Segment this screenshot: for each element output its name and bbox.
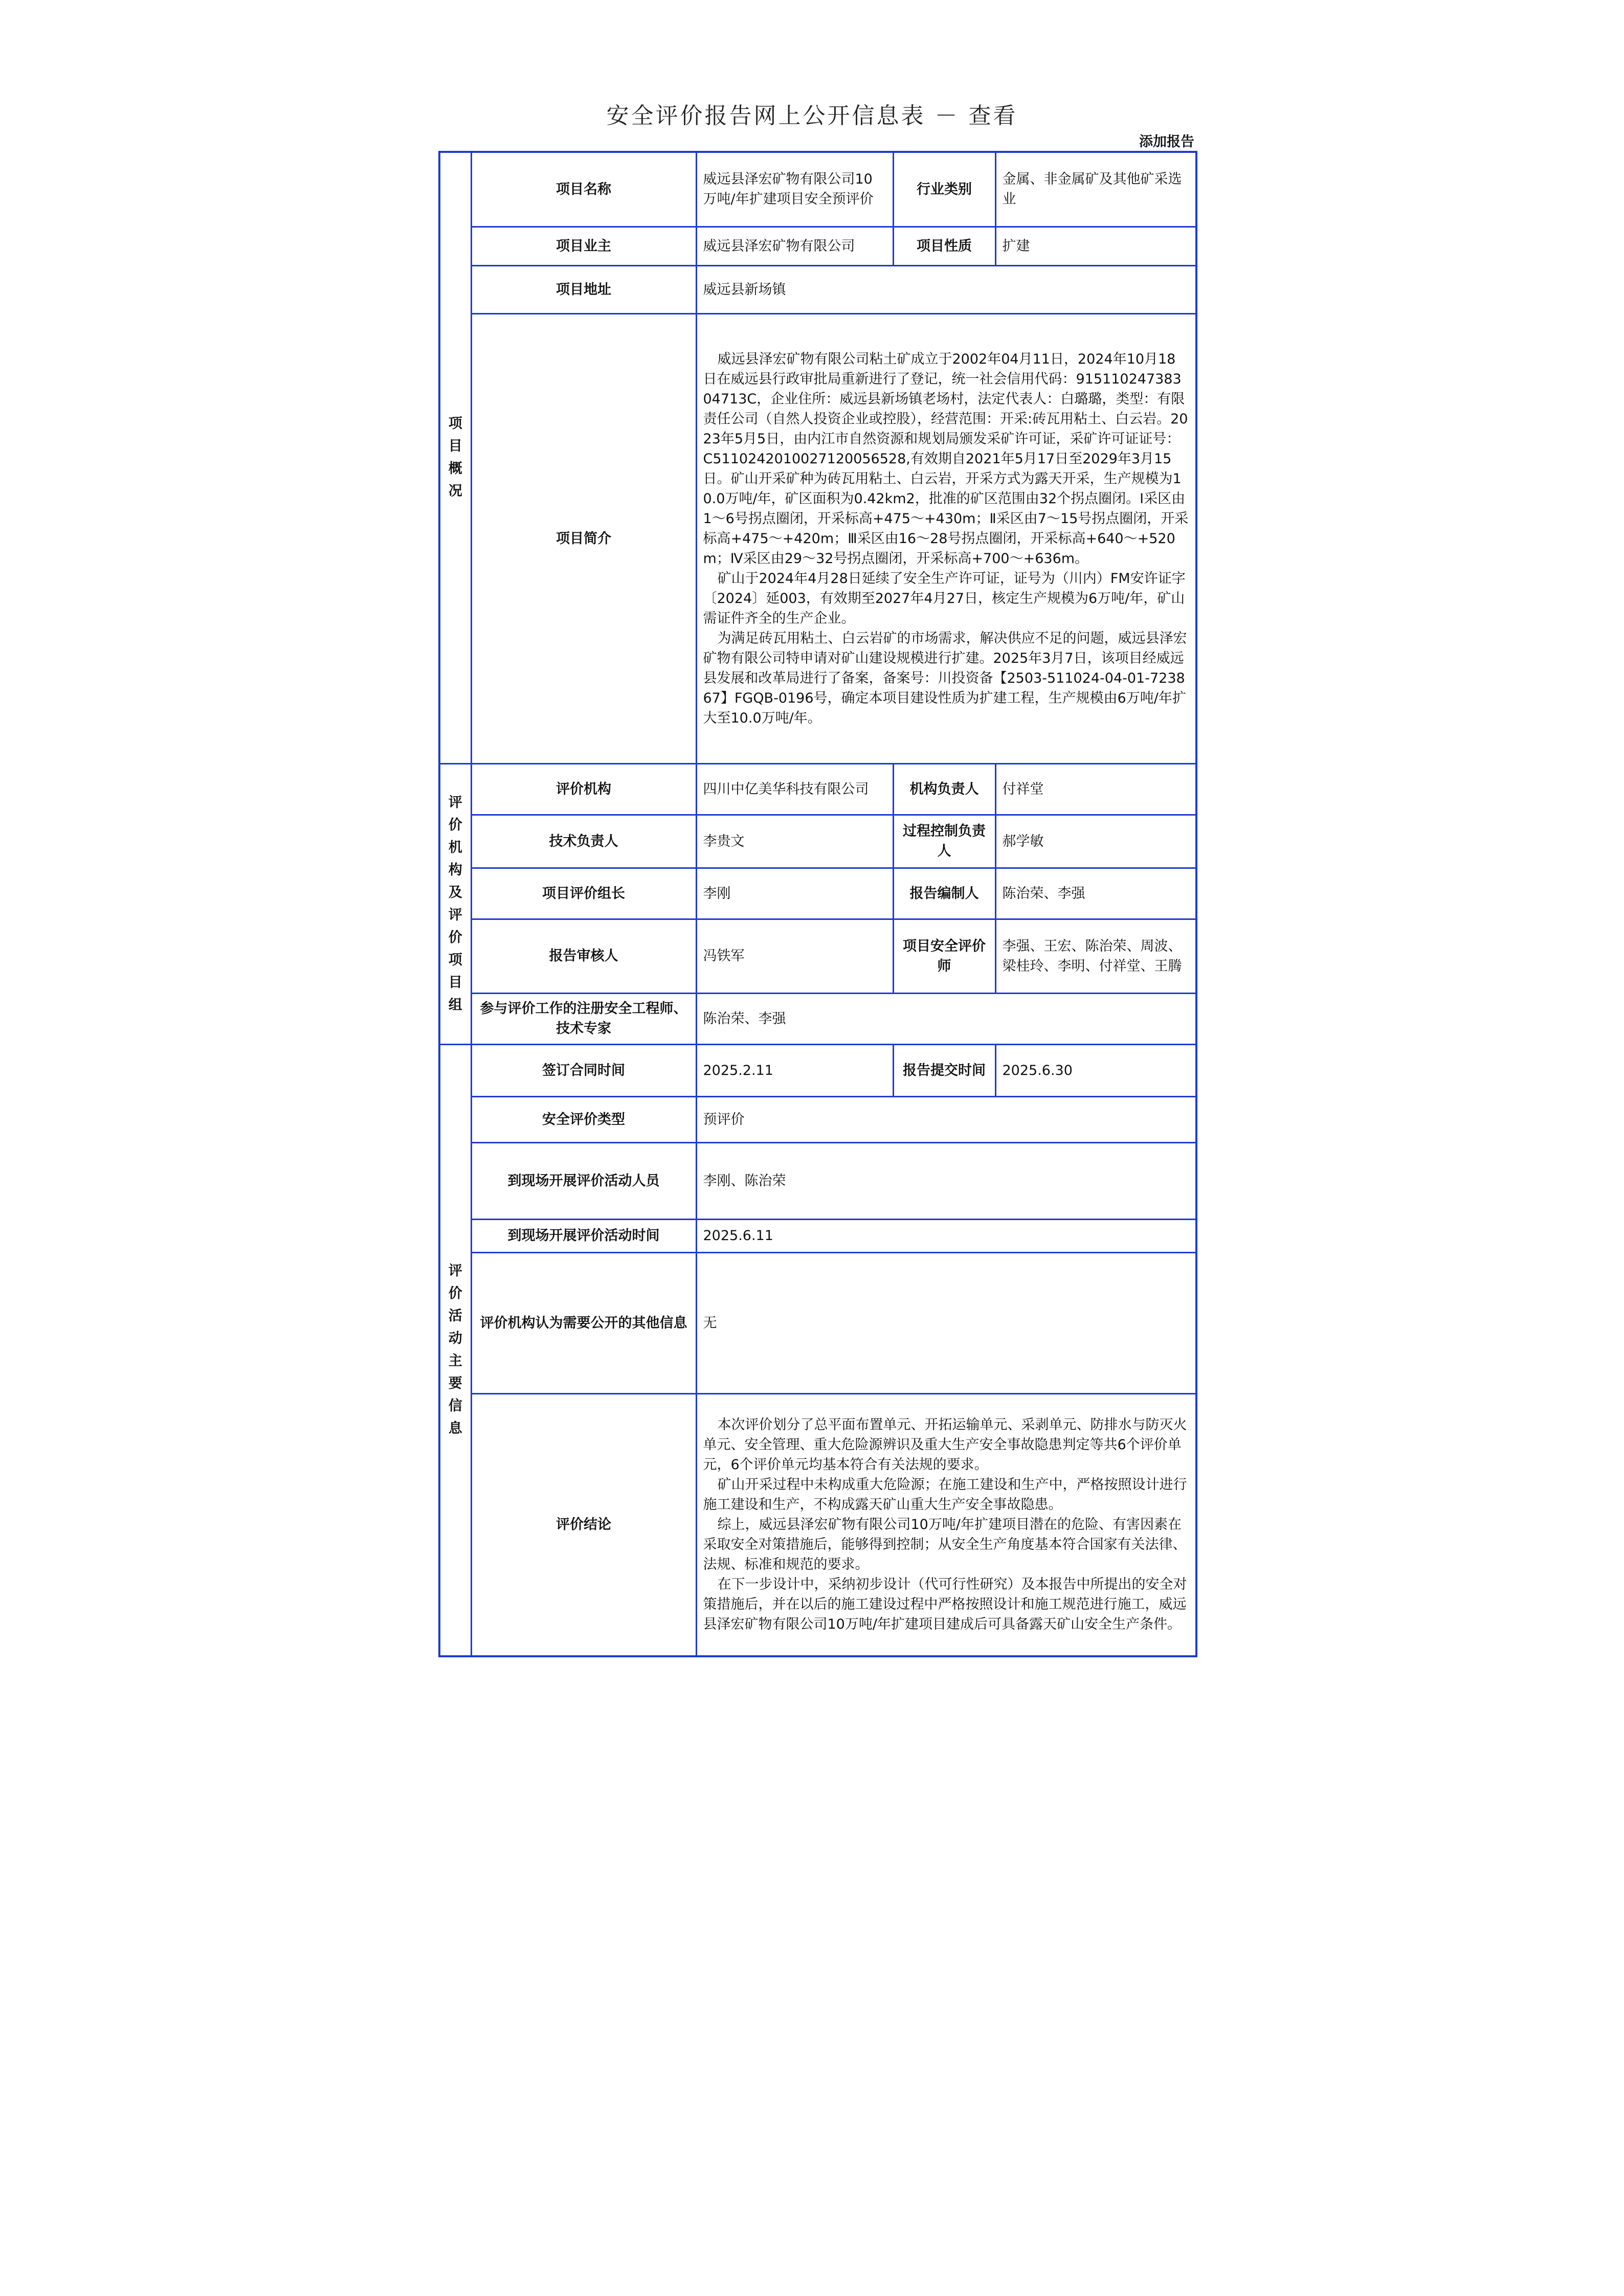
row-leader [439,868,1196,919]
value-agency: 四川中亿美华科技有限公司 [696,763,893,815]
label-intro: 项目简介 [471,313,696,763]
conclusion-paragraph-1: 本次评价划分了总平面布置单元、开拓运输单元、采剥单元、防排水与防灭火单元、安全管理、重大危险源辨识及重大生产安全事故隐患判定等共6个评价单元，6个评价单元均基本符合有关法规的要求。 [703,1417,1187,1473]
label-nature: 项目性质 [893,227,995,265]
label-evaluators: 项目安全评价师 [893,919,995,993]
value-leader: 李刚 [696,868,893,919]
row-conclusion [439,1393,1196,1656]
label-onsite-date: 到现场开展评价活动时间 [471,1219,696,1252]
row-onsite-date [439,1219,1196,1252]
row-other-info [439,1252,1196,1393]
value-process-head: 郝学敏 [995,815,1196,868]
section-activity: 评价活动主要信息 [439,1044,471,1656]
intro-paragraph-2: 矿山于2024年4月28日延续了安全生产许可证，证号为（川内）FM安许证字〔2024〕延003，有效期至2027年4月27日，核定生产规模为6万吨/年，矿山需证件齐全的生产企业。 [703,570,1186,626]
label-project-name: 项目名称 [471,152,696,227]
value-evaluators: 李强、王宏、陈治荣、周波、梁桂玲、李明、付祥堂、王腾 [995,919,1196,993]
intro-paragraph-1: 威远县泽宏矿物有限公司粘土矿成立于2002年04月11日，2024年10月18日在威远县行政审批局重新进行了登记，统一社会信用代码：91511024738304713C，企业住所：威远县新场镇老场村，法定代表人：白璐璐，类型：有限责任公司（自然人投资企业或控股），经营范围：开采:砖瓦用粘土、白云岩。2023年5月5日，由内江市自然资源和规划局颁发采矿许可证，采矿许可证证号：C5110242010027120056528,有效期自2021年5月17日至2029年3月15日。矿山开采矿种为砖瓦用粘土、白云岩，开采方式为露天开采，生产规模为10.0万吨/年，矿区面积为0.42km2，批准的矿区范围由32个拐点圈闭。Ⅰ采区由1～6号拐点圈闭，开采标高+475～+430m；Ⅱ采区由7～15号拐点圈闭，开采标高+475～+420m；Ⅲ采区由16～28号拐点圈闭，开采标高+640～+520m；Ⅳ采区由29～32号拐点圈闭，开采标高+700～+636m。 [703,351,1189,567]
value-conclusion [696,1393,1196,1656]
row-intro [439,313,1196,763]
label-onsite-staff: 到现场开展评价活动人员 [471,1142,696,1219]
value-engineers: 陈治荣、李强 [696,993,1196,1044]
row-agency [439,763,1196,815]
label-author: 报告编制人 [893,868,995,919]
value-author: 陈治荣、李强 [995,868,1196,919]
row-onsite-staff [439,1142,1196,1219]
conclusion-paragraph-3: 综上，威远县泽宏矿物有限公司10万吨/年扩建项目潜在的危险、有害因素在采取安全对策措施后，能够得到控制；从安全生产角度基本符合国家有关法律、法规、标准和规范的要求。 [703,1517,1187,1573]
label-eval-type: 安全评价类型 [471,1096,696,1142]
value-other-info: 无 [696,1252,1196,1393]
label-leader: 项目评价组长 [471,868,696,919]
value-industry: 金属、非金属矿及其他矿采选业 [995,152,1196,227]
row-dates [439,1044,1196,1096]
value-nature: 扩建 [995,227,1196,265]
conclusion-paragraph-2: 矿山开采过程中未构成重大危险源；在施工建设和生产中，严格按照设计进行施工建设和生产，不构成露天矿山重大生产安全事故隐患。 [703,1477,1187,1513]
page-title: 安全评价报告网上公开信息表 － 查看 [606,103,1018,129]
label-industry: 行业类别 [893,152,995,227]
label-reviewer: 报告审核人 [471,919,696,993]
row-tech-head [439,815,1196,868]
row-owner [439,227,1196,265]
label-process-head: 过程控制负责人 [893,815,995,868]
conclusion-paragraph-4: 在下一步设计中，采纳初步设计（代可行性研究）及本报告中所提出的安全对策措施后，并在以后的施工建设过程中严格按照设计和施工规范进行施工，威远县泽宏矿物有限公司10万吨/年扩建项目建成后可具备露天矿山安全生产条件。 [703,1577,1187,1633]
row-engineers [439,993,1196,1044]
value-tech-head: 李贵文 [696,815,893,868]
value-owner: 威远县泽宏矿物有限公司 [696,227,893,265]
value-address: 威远县新场镇 [696,265,1196,313]
label-conclusion: 评价结论 [471,1393,696,1656]
label-other-info: 评价机构认为需要公开的其他信息 [471,1252,696,1393]
value-onsite-date: 2025.6.11 [696,1219,1196,1252]
value-agency-head: 付祥堂 [995,763,1196,815]
value-onsite-staff: 李刚、陈治荣 [696,1142,1196,1219]
label-agency-head: 机构负责人 [893,763,995,815]
label-tech-head: 技术负责人 [471,815,696,868]
label-agency: 评价机构 [471,763,696,815]
value-submit-date: 2025.6.30 [995,1044,1196,1096]
value-intro [696,313,1196,763]
row-type [439,1096,1196,1142]
section-org: 评价机构及评价项目组 [439,763,471,1044]
value-eval-type: 预评价 [696,1096,1196,1142]
intro-paragraph-3: 为满足砖瓦用粘土、白云岩矿的市场需求，解决供应不足的问题，威远县泽宏矿物有限公司特申请对矿山建设规模进行扩建。2025年3月7日，该项目经威远县发展和改革局进行了备案，备案号：川投资备【2503-511024-04-01-723867】FGQB-0196号，确定本项目建设性质为扩建工程，生产规模由6万吨/年扩大至10.0万吨/年。 [703,630,1187,726]
row-project-name [439,152,1196,227]
label-contract-date: 签订合同时间 [471,1044,696,1096]
add-report-link[interactable]: 添加报告 [1139,134,1194,150]
label-engineers: 参与评价工作的注册安全工程师、技术专家 [471,993,696,1044]
label-address: 项目地址 [471,265,696,313]
value-contract-date: 2025.2.11 [696,1044,893,1096]
label-submit-date: 报告提交时间 [893,1044,995,1096]
value-reviewer: 冯铁军 [696,919,893,993]
info-table [438,151,1197,1657]
row-address [439,265,1196,313]
section-overview: 项目概况 [439,152,471,763]
value-project-name: 威远县泽宏矿物有限公司10万吨/年扩建项目安全预评价 [696,152,893,227]
label-owner: 项目业主 [471,227,696,265]
row-reviewer [439,919,1196,993]
